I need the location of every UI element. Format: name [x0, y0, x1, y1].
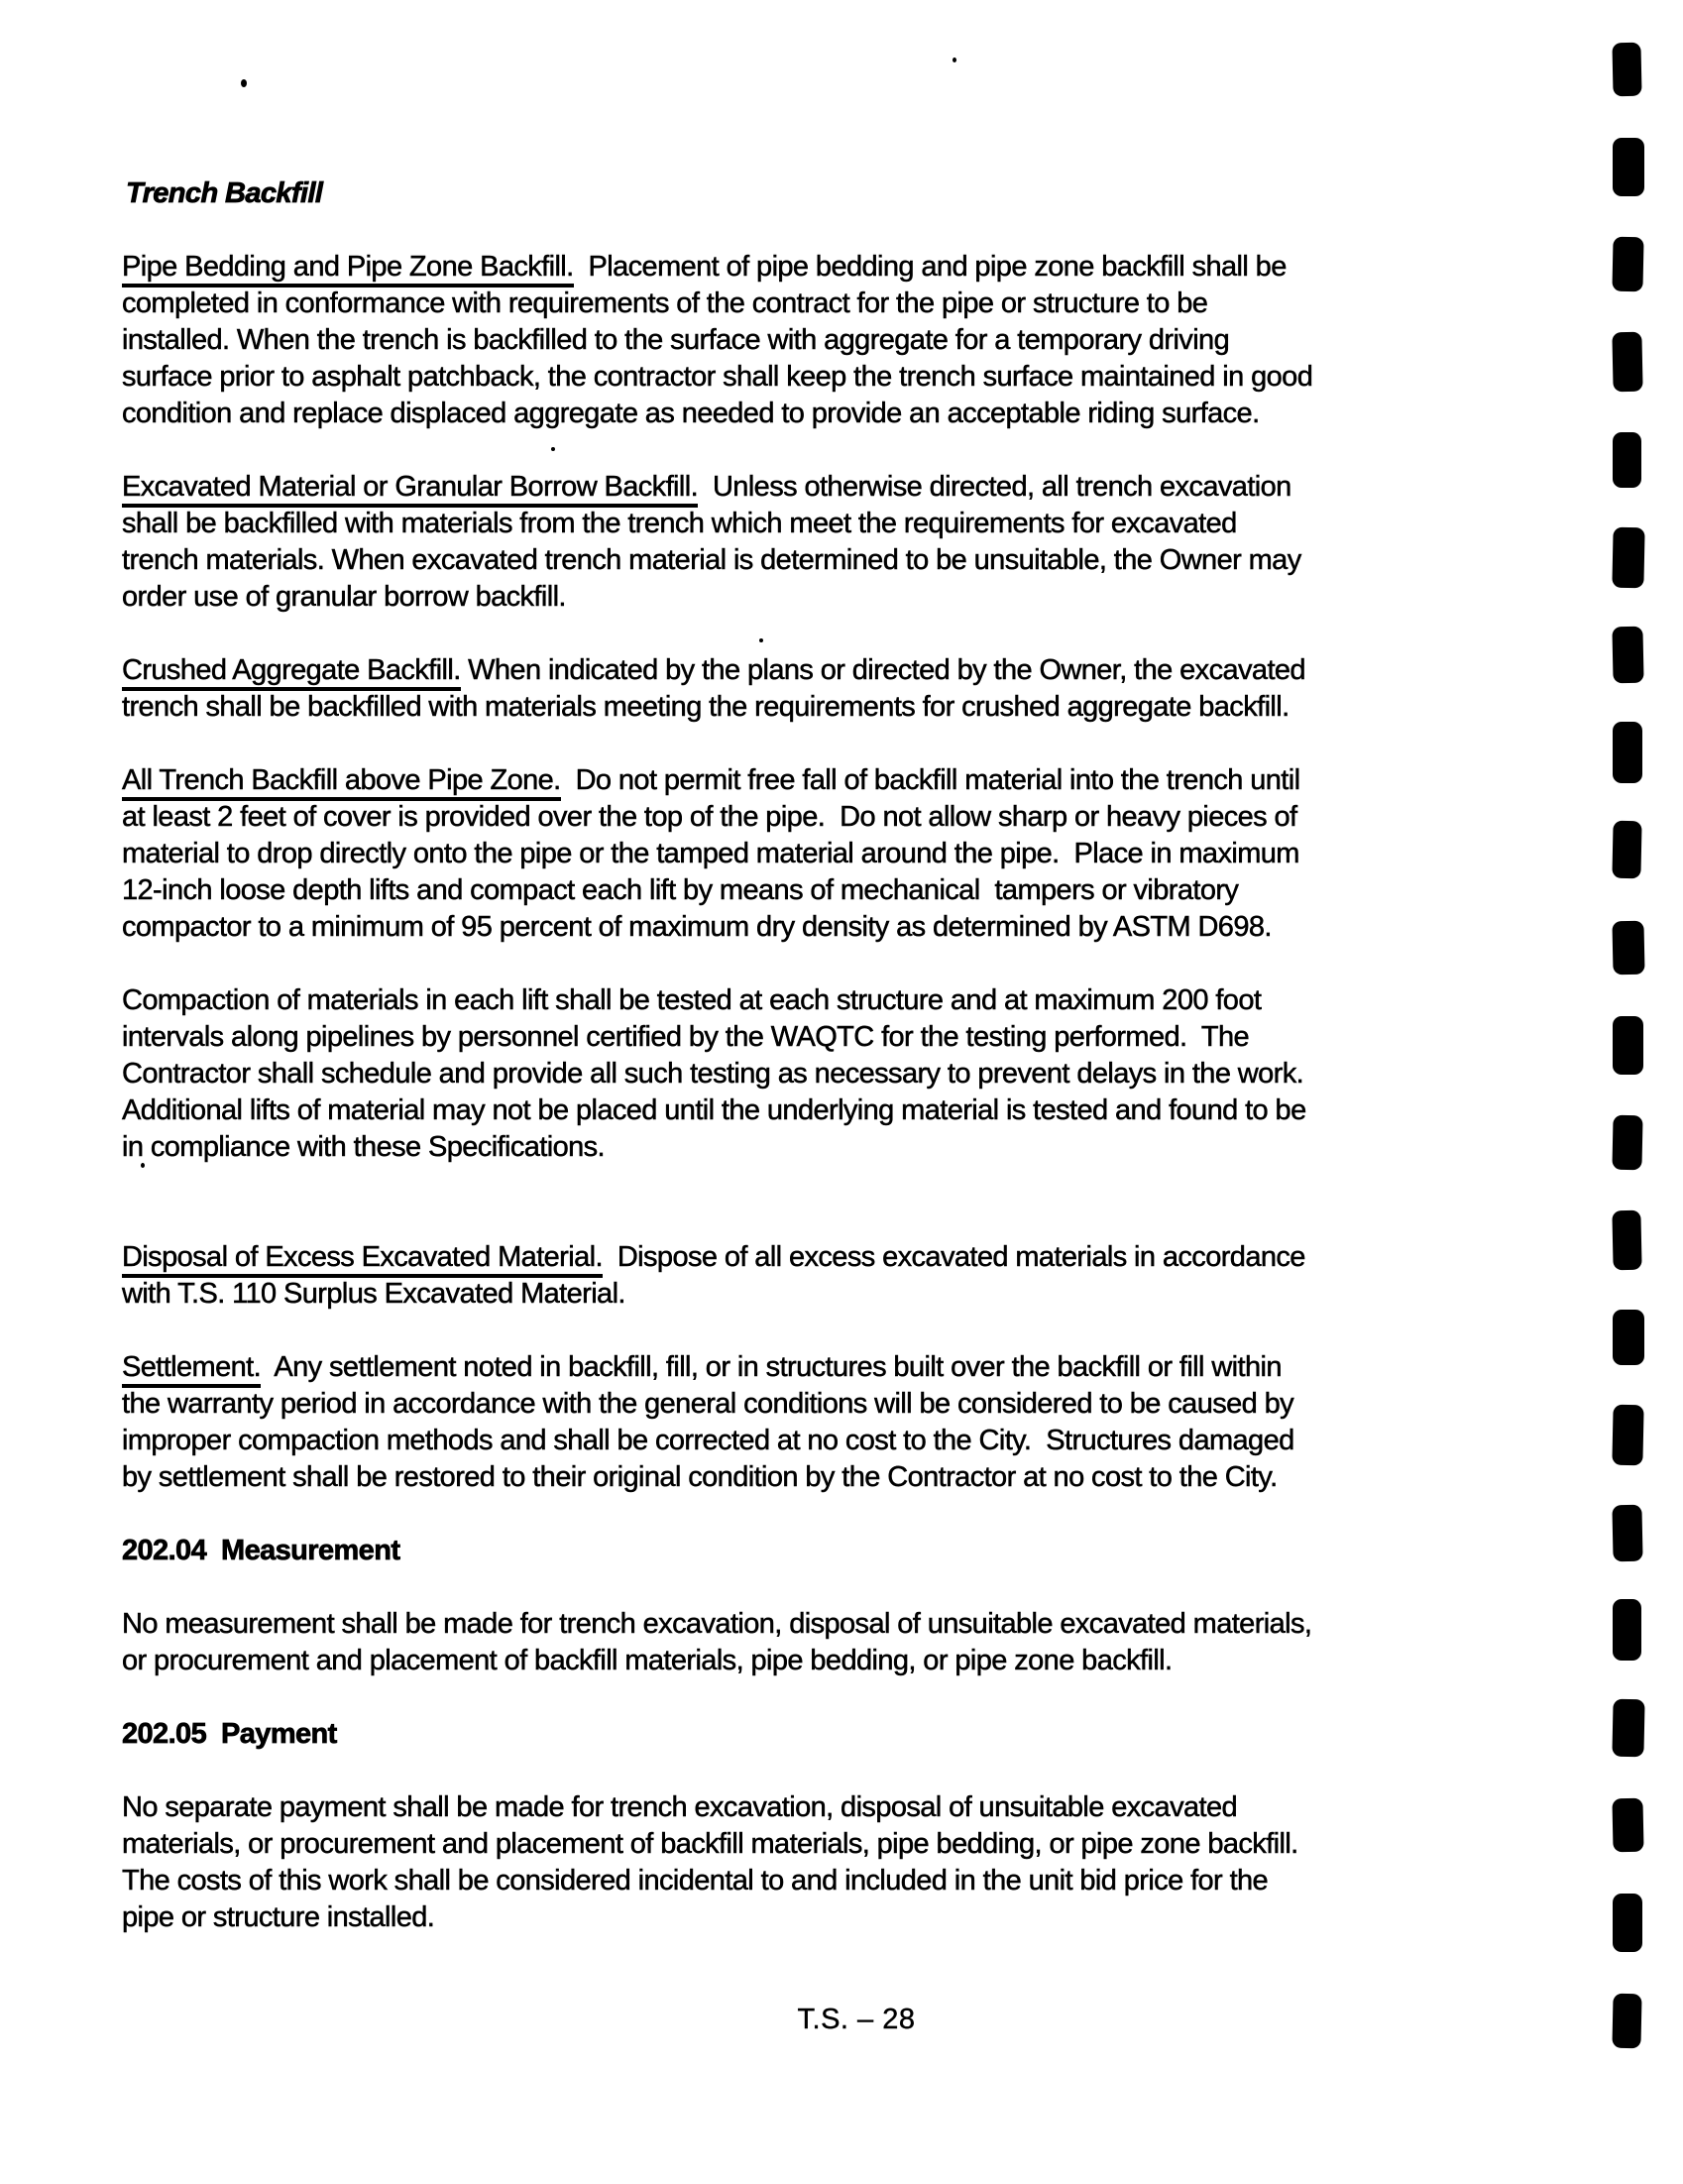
scan-speck [551, 447, 555, 451]
binding-hole-mark [1612, 1798, 1643, 1853]
paragraph-body: Do not permit free fall of backfill material into the trench until at least 2 feet of cover is provided over the top of the pipe. Do not allow sharp or heavy pieces of material to drop directly onto the pipe or the tamped material around the pipe. Place in maximum 12-inch loose depth lifts and compact each lift by means of mechanical tampers or vibratory compactor to a minimum of 95 percent of maximum dry density as determined by ASTM D698. [122, 764, 1300, 943]
paragraph-excavated-material [122, 469, 1301, 616]
paragraph-body: Dispose of all excess excavated materials in accordance with T.S. 110 Surplus Excavated Material. [122, 1241, 1305, 1310]
paragraph-heading: Excavated Material or Granular Borrow Backfill. [122, 471, 698, 508]
paragraph-heading: Pipe Bedding and Pipe Zone Backfill. [122, 251, 574, 287]
binding-hole-mark [1613, 1894, 1642, 1952]
paragraph-measurement-body [122, 1606, 1311, 1679]
scan-speck [759, 638, 763, 642]
paragraph-all-trench-backfill [122, 762, 1299, 946]
binding-hole-mark [1612, 43, 1641, 97]
binding-hole-mark [1612, 1115, 1642, 1171]
binding-hole-mark [1612, 1405, 1643, 1466]
binding-hole-mark [1612, 526, 1644, 588]
paragraph-heading: Settlement. [122, 1351, 261, 1388]
paragraph-disposal [122, 1239, 1305, 1313]
paragraph-body: No separate payment shall be made for trench excavation, disposal of unsuitable excavated materials, or procurement and placement of backfill materials, pipe bedding, or pipe zone backfill. The costs of this work shall be considered incidental to and included in the unit bid price for the pipe or structure installed. [122, 1791, 1298, 1933]
paragraph-payment-body [122, 1789, 1298, 1936]
paragraph-pipe-bedding [122, 249, 1312, 432]
binding-hole-mark [1613, 1310, 1644, 1365]
paragraph-body: Placement of pipe bedding and pipe zone backfill shall be completed in conformance with requirements of the contract for the pipe or structure to be installed. When the trench is backfilled to the surface with aggregate for a temporary driving surface prior to asphalt patchback, the contractor shall keep the trench surface maintained in good condition and replace displaced aggregate as needed to provide an acceptable riding surface. [122, 251, 1313, 429]
paragraph-body: Compaction of materials in each lift shall be tested at each structure and at maximum 200 foot intervals along pipelines by personnel certified by the WAQTC for the testing performed. The Contractor shall schedule and provide all such testing as necessary to prevent delays in the work. Additional lifts of material may not be placed until the underlying material is tested and found to be in compliance with these Specifications. [122, 984, 1306, 1163]
scan-speck [141, 1163, 145, 1168]
paragraph-body: No measurement shall be made for trench excavation, disposal of unsuitable excavated materials, or procurement and placement of backfill materials, pipe bedding, or pipe zone backfill. [122, 1608, 1312, 1676]
section-heading-payment: 202.05 Payment [122, 1718, 337, 1750]
paragraph-heading: Disposal of Excess Excavated Material. [122, 1241, 603, 1278]
binding-hole-mark [1612, 821, 1641, 879]
binding-hole-mark [1612, 1993, 1641, 2048]
paragraph-settlement [122, 1349, 1294, 1496]
binding-hole-mark [1612, 237, 1643, 292]
binding-hole-mark [1612, 332, 1642, 393]
document-title: Trench Backfill [126, 177, 323, 209]
paragraph-heading: Crushed Aggregate Backfill. [122, 654, 461, 691]
binding-hole-mark [1613, 1016, 1643, 1075]
scan-speck [241, 79, 247, 87]
paragraph-body: Any settlement noted in backfill, fill, or in structures built over the backfill or fill within the warranty period in accordance with the general conditions will be considered to be caused by improper compaction methods and shall be corrected at no cost to the City. Structures damaged by settlement shall be restored to their original condition by the Contractor at no cost to the City. [122, 1351, 1294, 1493]
binding-hole-mark [1613, 138, 1644, 196]
paragraph-body: When indicated by the plans or directed by the Owner, the excavated trench shall be backfilled with materials meeting the requirements for crushed aggregate backfill. [122, 654, 1305, 723]
binding-hole-mark [1613, 722, 1642, 783]
binding-hole-mark [1612, 1209, 1641, 1270]
page-number: T.S. – 28 [797, 2004, 916, 2035]
paragraph-crushed-aggregate [122, 652, 1305, 726]
binding-hole-mark [1612, 1504, 1642, 1561]
binding-hole-mark [1613, 432, 1641, 488]
paragraph-body: Unless otherwise directed, all trench excavation shall be backfilled with materials from the trench which meet the requirements for excavated trench materials. When excavated trench material is determined to be unsuitable, the Owner may order use of granular borrow backfill. [122, 471, 1301, 613]
scan-speck [953, 57, 956, 62]
binding-hole-mark [1612, 920, 1644, 975]
binding-hole-mark [1613, 1599, 1641, 1661]
paragraph-compaction-testing [122, 982, 1306, 1166]
binding-hole-mark [1612, 627, 1643, 684]
binding-hole-mark [1612, 1698, 1644, 1757]
paragraph-heading: All Trench Backfill above Pipe Zone. [122, 764, 561, 801]
section-heading-measurement: 202.04 Measurement [122, 1535, 400, 1566]
